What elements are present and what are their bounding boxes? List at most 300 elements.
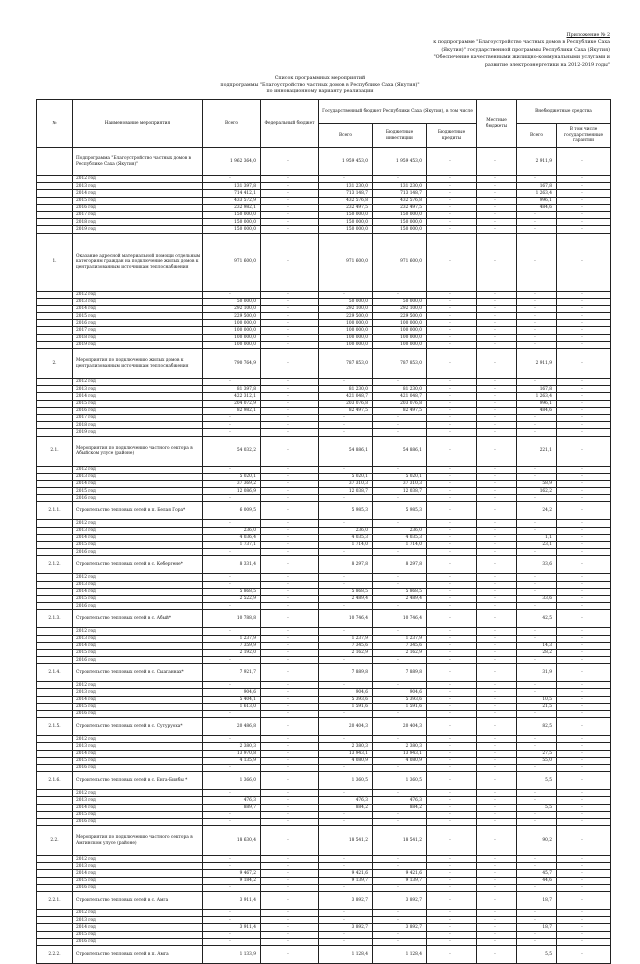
row-number [37, 422, 73, 429]
cell-budget-invest: 100 000,0 [373, 334, 427, 341]
cell-budget-credits: - [427, 183, 477, 190]
cell-local: - [477, 204, 517, 211]
table-row-year [37, 291, 611, 298]
row-name: Строительство тепловых сетей в с. Сутуруоха* [73, 718, 203, 736]
cell-budget-invest: 3 892,7 [373, 892, 427, 910]
cell-extra-guarantees: - [557, 772, 611, 790]
cell-extra-total: 28,2 [517, 649, 557, 656]
table-row-year [37, 549, 611, 556]
row-name: 2015 год [73, 811, 203, 818]
row-number [37, 870, 73, 877]
row-number [37, 534, 73, 541]
cell-state-total: - [319, 856, 373, 863]
cell-extra-total: 484,6 [517, 204, 557, 211]
row-name: 2013 год [73, 386, 203, 393]
table-row-year [37, 488, 611, 495]
row-number [37, 603, 73, 610]
row-name: 2014 год [73, 393, 203, 400]
cell-extra-total: 27,5 [517, 750, 557, 757]
row-name: 2016 год [73, 884, 203, 891]
cell-state-total: 12 038,7 [319, 488, 373, 495]
cell-federal: - [261, 527, 319, 534]
row-name: Строительство тепловых сетей в п. Амга [73, 945, 203, 963]
cell-budget-credits: - [427, 574, 477, 581]
row-name: 2017 год [73, 414, 203, 421]
cell-extra-guarantees: - [557, 197, 611, 204]
cell-extra-guarantees: - [557, 556, 611, 574]
cell-budget-invest: - [373, 414, 427, 421]
table-row-item [37, 664, 611, 682]
cell-budget-invest: 904,6 [373, 689, 427, 696]
cell-total: 150 000,0 [203, 219, 261, 226]
cell-budget-invest: 1 360,5 [373, 772, 427, 790]
cell-budget-invest: 7 345,6 [373, 642, 427, 649]
cell-extra-total: - [517, 910, 557, 917]
cell-extra-guarantees: - [557, 379, 611, 386]
table-row-year [37, 764, 611, 771]
row-number [37, 204, 73, 211]
row-number [37, 628, 73, 635]
cell-budget-credits: - [427, 534, 477, 541]
cell-extra-guarantees: - [557, 757, 611, 764]
cell-local: - [477, 556, 517, 574]
row-number [37, 863, 73, 870]
cell-budget-credits: - [427, 176, 477, 183]
cell-budget-credits: - [427, 488, 477, 495]
table-row-year [37, 628, 611, 635]
cell-extra-total: 10,5 [517, 696, 557, 703]
cell-federal: - [261, 664, 319, 682]
programs-table [36, 99, 611, 964]
table-row-year [37, 757, 611, 764]
row-name: 2018 год [73, 334, 203, 341]
cell-budget-invest: - [373, 884, 427, 891]
row-number [37, 649, 73, 656]
cell-extra-total: 484,6 [517, 407, 557, 414]
cell-budget-invest: 100 000,0 [373, 327, 427, 334]
row-name: 2017 год [73, 211, 203, 218]
cell-state-total: 10 746,4 [319, 610, 373, 628]
cell-federal: - [261, 642, 319, 649]
cell-local: - [477, 818, 517, 825]
cell-local: - [477, 305, 517, 312]
cell-local: - [477, 711, 517, 718]
cell-extra-guarantees: - [557, 542, 611, 549]
row-number: 2.2.2. [37, 945, 73, 963]
row-name: 2012 год [73, 574, 203, 581]
cell-total: 6 009,5 [203, 502, 261, 520]
cell-local: - [477, 527, 517, 534]
cell-budget-credits: - [427, 502, 477, 520]
cell-total: 204 072,9 [203, 400, 261, 407]
cell-budget-credits: - [427, 211, 477, 218]
cell-local: - [477, 400, 517, 407]
row-number [37, 689, 73, 696]
cell-local: - [477, 502, 517, 520]
cell-extra-guarantees: - [557, 581, 611, 588]
cell-budget-credits: - [427, 649, 477, 656]
cell-total: 2 522,9 [203, 595, 261, 602]
table-row-year [37, 574, 611, 581]
cell-federal: - [261, 574, 319, 581]
header-extra-total: Всего [517, 124, 557, 148]
cell-federal: - [261, 649, 319, 656]
row-name: 2015 год [73, 649, 203, 656]
cell-state-total: 1 714,0 [319, 542, 373, 549]
row-name: 2012 год [73, 628, 203, 635]
cell-extra-guarantees: - [557, 334, 611, 341]
cell-budget-invest: 232 497,5 [373, 204, 427, 211]
row-name: 2015 год [73, 595, 203, 602]
cell-local: - [477, 211, 517, 218]
cell-federal: - [261, 772, 319, 790]
cell-extra-guarantees: - [557, 414, 611, 421]
cell-extra-total: 5,5 [517, 804, 557, 811]
cell-local: - [477, 910, 517, 917]
table-row-year [37, 176, 611, 183]
cell-state-total: - [319, 938, 373, 945]
cell-budget-credits: - [427, 542, 477, 549]
cell-state-total: 432 576,8 [319, 197, 373, 204]
cell-federal: - [261, 703, 319, 710]
row-name: 2018 год [73, 219, 203, 226]
cell-federal: - [261, 870, 319, 877]
cell-extra-guarantees: - [557, 183, 611, 190]
table-row-year [37, 313, 611, 320]
cell-total: 5 404,1 [203, 696, 261, 703]
table-row-year [37, 790, 611, 797]
cell-state-total: - [319, 574, 373, 581]
cell-budget-credits: - [427, 818, 477, 825]
cell-extra-total: - [517, 635, 557, 642]
cell-extra-total: 5,5 [517, 945, 557, 963]
table-row-year [37, 466, 611, 473]
cell-federal: - [261, 480, 319, 487]
cell-budget-credits: - [427, 313, 477, 320]
cell-extra-guarantees: - [557, 910, 611, 917]
cell-extra-total: 23,1 [517, 542, 557, 549]
cell-extra-guarantees: - [557, 811, 611, 818]
table-row-year [37, 327, 611, 334]
cell-extra-guarantees: - [557, 520, 611, 527]
cell-budget-invest: 476,3 [373, 797, 427, 804]
cell-state-total: 476,3 [319, 797, 373, 804]
cell-budget-invest: 1 714,0 [373, 542, 427, 549]
cell-federal: - [261, 349, 319, 379]
row-number [37, 682, 73, 689]
cell-total: 7 921,7 [203, 664, 261, 682]
row-name: 2012 год [73, 520, 203, 527]
cell-total: 100 000,0 [203, 320, 261, 327]
cell-extra-total: 167,8 [517, 183, 557, 190]
cell-budget-credits: - [427, 407, 477, 414]
table-row-year [37, 750, 611, 757]
cell-extra-total: - [517, 414, 557, 421]
row-name: 2014 год [73, 804, 203, 811]
cell-total: 50 000,0 [203, 298, 261, 305]
cell-federal: - [261, 488, 319, 495]
cell-extra-total: - [517, 603, 557, 610]
row-number [37, 703, 73, 710]
cell-extra-total: - [517, 549, 557, 556]
cell-total: - [203, 917, 261, 924]
row-name: 2013 год [73, 473, 203, 480]
cell-extra-total: - [517, 790, 557, 797]
cell-local: - [477, 549, 517, 556]
cell-state-total: 18 541,2 [319, 826, 373, 856]
table-row-year [37, 743, 611, 750]
cell-extra-total: - [517, 176, 557, 183]
cell-local: - [477, 480, 517, 487]
cell-budget-credits: - [427, 233, 477, 291]
cell-extra-guarantees: - [557, 603, 611, 610]
row-number [37, 305, 73, 312]
cell-budget-invest: 884,2 [373, 804, 427, 811]
row-number [37, 542, 73, 549]
row-name: 2019 год [73, 226, 203, 233]
appendix-line: (Якутия)" государственной программы Республики Саха (Якутия) [441, 47, 610, 53]
cell-extra-total: - [517, 938, 557, 945]
cell-budget-credits: - [427, 520, 477, 527]
cell-budget-credits: - [427, 703, 477, 710]
table-row-year [37, 877, 611, 884]
cell-budget-credits: - [427, 757, 477, 764]
table-row-year [37, 226, 611, 233]
row-name: Подпрограмма "Благоустройство частных домов в Республике Саха (Якутия)" [73, 148, 203, 176]
cell-extra-total: - [517, 797, 557, 804]
cell-extra-total: 2 911,9 [517, 148, 557, 176]
row-name: 2015 год [73, 197, 203, 204]
cell-federal: - [261, 811, 319, 818]
row-name: 2016 год [73, 711, 203, 718]
cell-total: - [203, 422, 261, 429]
row-number [37, 197, 73, 204]
cell-extra-total: 14,3 [517, 642, 557, 649]
row-number: 2.2. [37, 826, 73, 856]
cell-federal: - [261, 466, 319, 473]
cell-total: - [203, 711, 261, 718]
cell-state-total: - [319, 549, 373, 556]
cell-extra-guarantees: - [557, 863, 611, 870]
header-local: Местные бюджеты [477, 100, 517, 148]
cell-budget-credits: - [427, 291, 477, 298]
cell-budget-invest: 150 000,0 [373, 211, 427, 218]
cell-total: 229 500,0 [203, 313, 261, 320]
cell-budget-credits: - [427, 711, 477, 718]
appendix-line: "Обеспечение качественными жилищно-коммунальными услугами и [433, 55, 610, 61]
cell-total: 8 331,4 [203, 556, 261, 574]
cell-total: 476,3 [203, 797, 261, 804]
cell-budget-credits: - [427, 588, 477, 595]
cell-budget-invest: - [373, 495, 427, 502]
cell-state-total: - [319, 429, 373, 436]
cell-budget-invest: 150 000,0 [373, 226, 427, 233]
table-row-year [37, 341, 611, 348]
cell-total: 889,7 [203, 804, 261, 811]
row-name: Строительство тепловых сетей в с. Амга [73, 892, 203, 910]
table-row-item [37, 718, 611, 736]
cell-budget-credits: - [427, 305, 477, 312]
row-name: 2014 год [73, 750, 203, 757]
table-row-year [37, 910, 611, 917]
cell-state-total: 20 404,3 [319, 718, 373, 736]
cell-total: 232 982,1 [203, 204, 261, 211]
table-row-year [37, 334, 611, 341]
cell-extra-total: 1 263,4 [517, 393, 557, 400]
cell-state-total: 150 000,0 [319, 219, 373, 226]
row-number [37, 520, 73, 527]
cell-federal: - [261, 696, 319, 703]
cell-local: - [477, 635, 517, 642]
row-number [37, 736, 73, 743]
cell-state-total: 1 360,5 [319, 772, 373, 790]
cell-federal: - [261, 657, 319, 664]
table-row-item [37, 945, 611, 963]
cell-extra-guarantees: - [557, 327, 611, 334]
cell-extra-guarantees: - [557, 400, 611, 407]
cell-extra-guarantees: - [557, 931, 611, 938]
cell-extra-guarantees: - [557, 797, 611, 804]
row-number: 2.1.4. [37, 664, 73, 682]
cell-local: - [477, 219, 517, 226]
table-row-year [37, 204, 611, 211]
cell-budget-invest: 131 230,0 [373, 183, 427, 190]
row-name: Мероприятия по подключению жилых домов к централизованным источникам теплоснабжения [73, 349, 203, 379]
row-number: 2.1.6. [37, 772, 73, 790]
row-number [37, 313, 73, 320]
cell-state-total: - [319, 736, 373, 743]
cell-extra-guarantees: - [557, 689, 611, 696]
cell-extra-total: - [517, 495, 557, 502]
cell-extra-guarantees: - [557, 856, 611, 863]
cell-total: 100 000,0 [203, 341, 261, 348]
cell-extra-guarantees: - [557, 305, 611, 312]
cell-total: 4 135,9 [203, 757, 261, 764]
row-number [37, 320, 73, 327]
cell-local: - [477, 856, 517, 863]
row-name: 2012 год [73, 856, 203, 863]
cell-budget-credits: - [427, 804, 477, 811]
cell-extra-guarantees: - [557, 407, 611, 414]
row-number [37, 790, 73, 797]
cell-local: - [477, 588, 517, 595]
cell-extra-total: - [517, 305, 557, 312]
row-number: 2.2.1. [37, 892, 73, 910]
cell-local: - [477, 610, 517, 628]
cell-budget-invest: - [373, 856, 427, 863]
row-number [37, 495, 73, 502]
cell-budget-invest: 1 237,9 [373, 635, 427, 642]
cell-budget-invest: 5 020,1 [373, 473, 427, 480]
cell-extra-total: 996,1 [517, 400, 557, 407]
cell-budget-invest: - [373, 811, 427, 818]
cell-budget-invest: 787 853,0 [373, 349, 427, 379]
cell-budget-invest: - [373, 736, 427, 743]
cell-extra-total: 996,1 [517, 197, 557, 204]
cell-budget-invest: - [373, 379, 427, 386]
cell-state-total: - [319, 422, 373, 429]
row-number [37, 190, 73, 197]
cell-budget-invest: 2 162,9 [373, 649, 427, 656]
cell-extra-total: - [517, 682, 557, 689]
cell-budget-credits: - [427, 892, 477, 910]
row-name: 2013 год [73, 183, 203, 190]
cell-total: - [203, 176, 261, 183]
cell-federal: - [261, 588, 319, 595]
row-number [37, 549, 73, 556]
appendix-block [360, 32, 610, 69]
row-number [37, 711, 73, 718]
row-name: Строительство тепловых сетей в с. Кебергене* [73, 556, 203, 574]
cell-total: - [203, 657, 261, 664]
cell-total: 236,0 [203, 527, 261, 534]
row-number [37, 595, 73, 602]
cell-extra-total: - [517, 628, 557, 635]
row-number: 2.1.3. [37, 610, 73, 628]
cell-budget-invest: 81 230,0 [373, 386, 427, 393]
cell-state-total: 7 889,8 [319, 664, 373, 682]
cell-budget-credits: - [427, 197, 477, 204]
cell-state-total: 2 380,3 [319, 743, 373, 750]
cell-budget-credits: - [427, 298, 477, 305]
cell-budget-invest: - [373, 603, 427, 610]
cell-total: 100 000,0 [203, 334, 261, 341]
cell-federal: - [261, 750, 319, 757]
cell-local: - [477, 924, 517, 931]
cell-local: - [477, 226, 517, 233]
cell-extra-guarantees: - [557, 711, 611, 718]
cell-extra-total: - [517, 581, 557, 588]
row-number [37, 743, 73, 750]
table-row-item [37, 610, 611, 628]
cell-federal: - [261, 190, 319, 197]
row-name: 2012 год [73, 176, 203, 183]
cell-extra-guarantees: - [557, 313, 611, 320]
cell-total: 9 184,2 [203, 877, 261, 884]
cell-local: - [477, 298, 517, 305]
cell-total: 12 086,9 [203, 488, 261, 495]
cell-total: 1 133,9 [203, 945, 261, 963]
header-state-total: Всего [319, 124, 373, 148]
header-state-budget: Государственный бюджет Республики Саха (Якутия), в том числе [319, 100, 477, 124]
table-row-year [37, 422, 611, 429]
cell-extra-guarantees: - [557, 826, 611, 856]
cell-federal: - [261, 400, 319, 407]
cell-budget-credits: - [427, 556, 477, 574]
cell-local: - [477, 436, 517, 466]
row-name: 2012 год [73, 790, 203, 797]
cell-extra-guarantees: - [557, 291, 611, 298]
cell-federal: - [261, 610, 319, 628]
row-number [37, 393, 73, 400]
cell-federal: - [261, 211, 319, 218]
cell-state-total: 1 959 453,0 [319, 148, 373, 176]
cell-total: 714 412,1 [203, 190, 261, 197]
table-row-year [37, 588, 611, 595]
cell-federal: - [261, 635, 319, 642]
table-row-year [37, 924, 611, 931]
row-name: 2012 год [73, 736, 203, 743]
cell-budget-credits: - [427, 764, 477, 771]
cell-total: - [203, 495, 261, 502]
cell-total: 131 397,8 [203, 183, 261, 190]
cell-extra-guarantees: - [557, 804, 611, 811]
table-row-year [37, 400, 611, 407]
cell-extra-total: - [517, 931, 557, 938]
cell-total: 971 600,0 [203, 233, 261, 291]
row-number [37, 379, 73, 386]
table-row-year [37, 863, 611, 870]
